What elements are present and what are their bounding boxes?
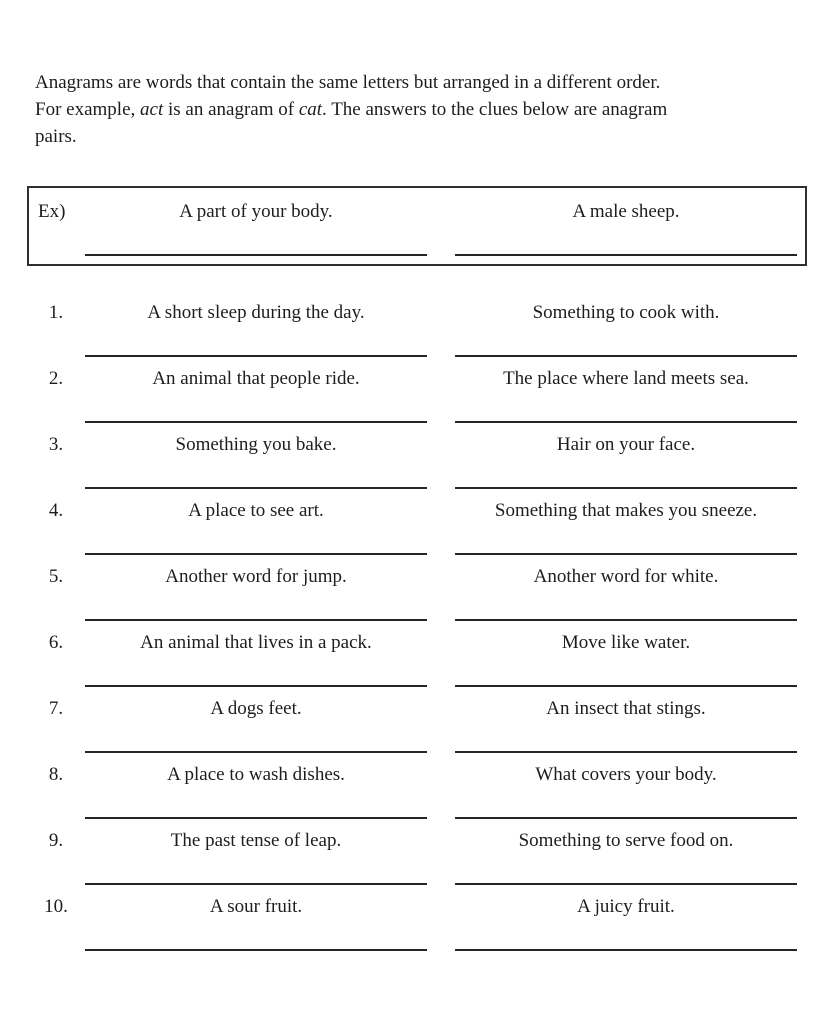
anagram-item (27, 423, 797, 489)
example-row (29, 190, 805, 256)
item-right-clue: Move like water. (561, 632, 691, 653)
example-right-answer-blank (455, 234, 797, 256)
intro-italic-act: act (140, 99, 164, 120)
item-left-clue: A short sleep during the day. (147, 302, 365, 323)
item-left-answer-blank (85, 533, 427, 555)
item-right-answer-blank (455, 533, 797, 555)
item-left-clue: The past tense of leap. (170, 830, 342, 851)
item-right-clue: Something to cook with. (532, 302, 720, 323)
items-list (27, 291, 797, 951)
item-right-clue: Something that makes you sneeze. (494, 500, 758, 521)
intro-italic-cat: cat (298, 99, 323, 120)
item-left-answer-blank (85, 467, 427, 489)
item-right-clue: An insect that stings. (546, 698, 706, 719)
item-right-clue: Hair on your face. (556, 434, 696, 455)
intro-line-2 (35, 96, 825, 123)
item-right-answer-blank (455, 599, 797, 621)
intro-line2-text: . The answers to the clues below are anagram (322, 99, 668, 120)
item-number: 10. (44, 896, 68, 917)
item-right-clue: A juicy fruit. (577, 896, 675, 917)
item-left-answer-blank (85, 665, 427, 687)
item-left-answer-blank (85, 401, 427, 423)
item-right-answer-blank (455, 797, 797, 819)
item-left-clue: A dogs feet. (210, 698, 302, 719)
example-left-answer-blank (85, 234, 427, 256)
item-left-clue: Another word for jump. (165, 566, 347, 587)
item-left-clue: Something you bake. (175, 434, 337, 455)
intro-paragraph (35, 69, 825, 150)
item-number: 9. (48, 830, 64, 851)
item-left-answer-blank (85, 335, 427, 357)
item-right-clue: The place where land meets sea. (503, 368, 749, 389)
anagram-item (27, 291, 797, 357)
item-left-answer-blank (85, 797, 427, 819)
example-right-clue: A male sheep. (572, 201, 680, 222)
item-number: 2. (48, 368, 64, 389)
anagram-item (27, 489, 797, 555)
item-number: 1. (48, 302, 64, 323)
anagram-item (27, 621, 797, 687)
item-number: 4. (48, 500, 64, 521)
item-right-clue: Something to serve food on. (518, 830, 734, 851)
item-right-answer-blank (455, 929, 797, 951)
item-left-clue: An animal that people ride. (152, 368, 360, 389)
item-left-answer-blank (85, 731, 427, 753)
item-number: 5. (48, 566, 64, 587)
item-left-answer-blank (85, 863, 427, 885)
item-right-answer-blank (455, 863, 797, 885)
item-number: 8. (48, 764, 64, 785)
item-number: 6. (48, 632, 64, 653)
example-left-clue: A part of your body. (179, 201, 333, 222)
intro-line2-text: is an anagram of (163, 99, 299, 120)
item-left-answer-blank (85, 929, 427, 951)
anagram-item (27, 555, 797, 621)
anagram-item (27, 357, 797, 423)
item-left-answer-blank (85, 599, 427, 621)
item-number: 3. (48, 434, 64, 455)
anagram-item (27, 687, 797, 753)
item-left-clue: A place to wash dishes. (167, 764, 345, 785)
item-right-clue: Another word for white. (533, 566, 719, 587)
item-left-clue: A sour fruit. (209, 896, 303, 917)
intro-line-1: Anagrams are words that contain the same letters but arranged in a different order. (35, 72, 661, 93)
intro-line2-text: For example, (35, 99, 141, 120)
item-right-answer-blank (455, 401, 797, 423)
anagram-item (27, 885, 797, 951)
item-right-answer-blank (455, 335, 797, 357)
item-right-answer-blank (455, 467, 797, 489)
item-right-answer-blank (455, 665, 797, 687)
item-right-answer-blank (455, 731, 797, 753)
anagram-item (27, 753, 797, 819)
anagram-item (27, 819, 797, 885)
item-right-clue: What covers your body. (535, 764, 717, 785)
example-label: Ex) (38, 201, 66, 222)
example-box (27, 186, 807, 266)
item-number: 7. (48, 698, 64, 719)
item-left-clue: An animal that lives in a pack. (140, 632, 372, 653)
intro-line-3: pairs. (35, 126, 77, 147)
item-left-clue: A place to see art. (188, 500, 324, 521)
